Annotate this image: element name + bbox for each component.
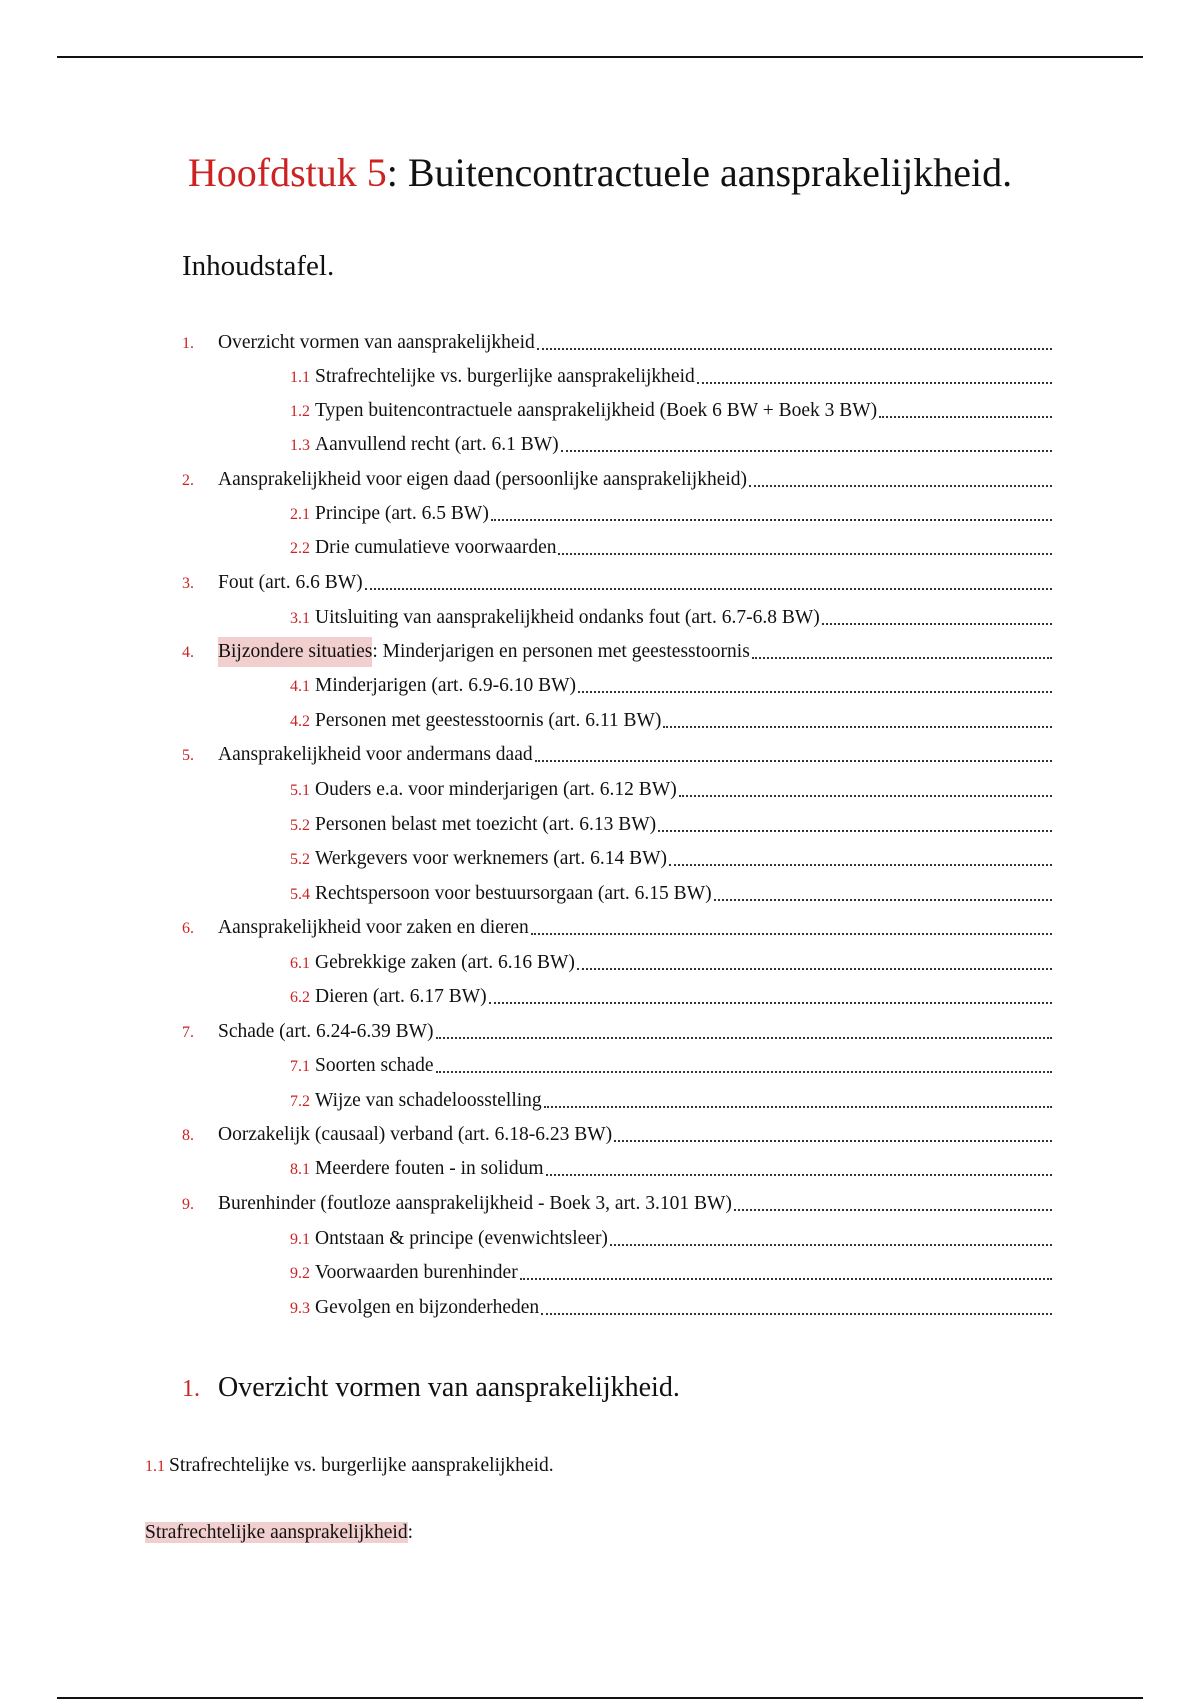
toc-leader xyxy=(491,518,1052,521)
paragraph-heading-text: Strafrechtelijke aansprakelijkheid xyxy=(145,1522,408,1543)
toc-text: Dieren (art. 6.17 BW) xyxy=(315,986,487,1007)
toc-entry[interactable] xyxy=(182,637,1052,667)
title-text: : Buitencontractuele aansprakelijkheid. xyxy=(386,150,1013,195)
toc-leader xyxy=(436,1036,1052,1039)
toc-number: 9.1 xyxy=(290,1231,310,1248)
top-rule xyxy=(57,56,1143,58)
toc-text: Typen buitencontractuele aansprakelijkheid (Boek 6 BW + Boek 3 BW) xyxy=(315,400,878,421)
toc-number: 3.1 xyxy=(290,610,310,627)
page-title xyxy=(0,148,1200,198)
toc-leader xyxy=(879,415,1052,418)
toc-text: Rechtspersoon voor bestuursorgaan (art. 6.15 BW) xyxy=(315,883,712,904)
toc-leader xyxy=(544,1105,1052,1108)
toc-text: Drie cumulatieve voorwaarden xyxy=(315,537,557,558)
toc-entry[interactable] xyxy=(182,1017,1052,1047)
subsection-title: Strafrechtelijke vs. burgerlijke aansprakelijkheid. xyxy=(169,1455,554,1476)
toc-leader xyxy=(679,794,1052,797)
toc-text: Overzicht vormen van aansprakelijkheid xyxy=(218,332,535,353)
toc-leader xyxy=(752,656,1052,659)
paragraph-heading xyxy=(145,1522,413,1544)
toc-text: Soorten schade xyxy=(315,1055,434,1076)
toc-text: Ouders e.a. voor minderjarigen (art. 6.12 BW) xyxy=(315,779,677,800)
toc-entry[interactable] xyxy=(290,775,1052,805)
toc-leader xyxy=(669,863,1052,866)
toc-number: 9.3 xyxy=(290,1300,310,1317)
toc-text: Personen belast met toezicht (art. 6.13 BW) xyxy=(315,814,657,835)
toc-leader xyxy=(714,898,1052,901)
toc-leader xyxy=(535,759,1052,762)
toc-entry[interactable] xyxy=(182,913,1052,943)
toc-leader xyxy=(520,1277,1052,1280)
toc-number: 4.1 xyxy=(290,678,310,695)
toc-leader xyxy=(531,932,1052,935)
toc-number: 4. xyxy=(182,644,194,661)
section-title: Overzicht vormen van aansprakelijkheid. xyxy=(218,1372,680,1403)
toc-leader xyxy=(697,381,1052,384)
toc-entry[interactable] xyxy=(290,706,1052,736)
toc-text: Fout (art. 6.6 BW) xyxy=(218,572,363,593)
toc-entry[interactable] xyxy=(182,740,1052,770)
toc-entry[interactable] xyxy=(290,396,1052,426)
toc-entry[interactable] xyxy=(182,568,1052,598)
toc-number: 2.2 xyxy=(290,540,310,557)
toc-number: 7.2 xyxy=(290,1093,310,1110)
paragraph-heading-suffix: : xyxy=(407,1522,414,1543)
toc-entry[interactable] xyxy=(290,533,1052,563)
toc-entry[interactable] xyxy=(182,1120,1052,1150)
toc-entry[interactable] xyxy=(290,1293,1052,1323)
toc-leader xyxy=(658,829,1052,832)
toc-entry[interactable] xyxy=(182,1189,1052,1219)
toc-text-highlight: Bijzondere situaties xyxy=(218,637,372,667)
toc-entry[interactable] xyxy=(290,430,1052,460)
toc-entry[interactable] xyxy=(290,603,1052,633)
toc-number: 6. xyxy=(182,920,194,937)
toc-entry[interactable] xyxy=(290,810,1052,840)
toc-text: Meerdere fouten - in solidum xyxy=(315,1158,544,1179)
toc-entry[interactable] xyxy=(290,1258,1052,1288)
bottom-rule xyxy=(57,1697,1143,1699)
toc-leader xyxy=(822,622,1052,625)
toc-entry[interactable] xyxy=(290,844,1052,874)
toc-text: : Minderjarigen en personen met geestesstoornis xyxy=(372,641,750,662)
toc-text: Werkgevers voor werknemers (art. 6.14 BW) xyxy=(315,848,668,869)
toc-leader xyxy=(365,587,1052,590)
toc-leader xyxy=(489,1001,1052,1004)
toc-entry[interactable] xyxy=(290,499,1052,529)
toc-number: 2. xyxy=(182,472,194,489)
toc-number: 8.1 xyxy=(290,1161,310,1178)
toc-text: Oorzakelijk (causaal) verband (art. 6.18-6.23 BW) xyxy=(218,1124,613,1145)
toc-number: 1. xyxy=(182,335,194,352)
toc-leader xyxy=(577,967,1052,970)
toc-leader xyxy=(614,1139,1052,1142)
toc-number: 8. xyxy=(182,1127,194,1144)
toc-leader xyxy=(541,1312,1052,1315)
toc-text: Principe (art. 6.5 BW) xyxy=(315,503,489,524)
toc-leader xyxy=(734,1208,1052,1211)
toc-number: 1.2 xyxy=(290,403,310,420)
toc-text: Personen met geestesstoornis (art. 6.11 BW) xyxy=(315,710,662,731)
toc-text: Schade (art. 6.24-6.39 BW) xyxy=(218,1021,434,1042)
toc-entry[interactable] xyxy=(182,465,1052,495)
subsection-heading xyxy=(145,1455,554,1477)
toc-number: 6.2 xyxy=(290,989,310,1006)
toc-number: 1.1 xyxy=(290,369,310,386)
toc-text: Uitsluiting van aansprakelijkheid ondanks fout (art. 6.7-6.8 BW) xyxy=(315,607,820,628)
toc-entry[interactable] xyxy=(290,1051,1052,1081)
toc-number: 7.1 xyxy=(290,1058,310,1075)
toc-number: 5.2 xyxy=(290,817,310,834)
toc-entry[interactable] xyxy=(290,948,1052,978)
toc-text: Gebrekkige zaken (art. 6.16 BW) xyxy=(315,952,575,973)
toc-heading: Inhoudstafel. xyxy=(182,250,335,282)
toc-number: 5. xyxy=(182,747,194,764)
toc-text: Strafrechtelijke vs. burgerlijke aansprakelijkheid xyxy=(315,366,695,387)
toc-entry[interactable] xyxy=(290,1154,1052,1184)
toc-leader xyxy=(578,690,1052,693)
toc-leader xyxy=(436,1070,1052,1073)
toc-number: 6.1 xyxy=(290,955,310,972)
section-number: 1. xyxy=(182,1376,200,1402)
toc-number: 7. xyxy=(182,1024,194,1041)
toc-text: Burenhinder (foutloze aansprakelijkheid - Boek 3, art. 3.101 BW) xyxy=(218,1193,732,1214)
toc-number: 3. xyxy=(182,575,194,592)
subsection-number: 1.1 xyxy=(145,1458,165,1475)
toc-number: 2.1 xyxy=(290,506,310,523)
toc-number: 9.2 xyxy=(290,1265,310,1282)
toc-text: Aanvullend recht (art. 6.1 BW) xyxy=(315,434,559,455)
section-heading xyxy=(182,1372,680,1404)
toc-text: Voorwaarden burenhinder xyxy=(315,1262,518,1283)
toc-number: 1.3 xyxy=(290,437,310,454)
toc-text: Gevolgen en bijzonderheden xyxy=(315,1297,540,1318)
toc-leader xyxy=(663,725,1052,728)
toc-entry[interactable] xyxy=(290,982,1052,1012)
toc-entry[interactable] xyxy=(290,671,1052,701)
toc-number: 4.2 xyxy=(290,713,310,730)
toc-leader xyxy=(546,1173,1052,1176)
toc-number: 5.4 xyxy=(290,886,310,903)
toc-number: 5.2 xyxy=(290,851,310,868)
title-chapter: Hoofdstuk 5 xyxy=(187,150,387,195)
toc-text: Minderjarigen (art. 6.9-6.10 BW) xyxy=(315,675,577,696)
toc-entry[interactable] xyxy=(290,1086,1052,1116)
toc-entry[interactable] xyxy=(290,879,1052,909)
toc-leader xyxy=(610,1243,1052,1246)
toc-leader xyxy=(749,484,1052,487)
toc-text: Wijze van schadeloosstelling xyxy=(315,1090,542,1111)
toc-leader xyxy=(561,449,1052,452)
toc-entry[interactable] xyxy=(290,1224,1052,1254)
toc-entry[interactable] xyxy=(290,362,1052,392)
toc-text: Aansprakelijkheid voor eigen daad (persoonlijke aansprakelijkheid) xyxy=(218,469,748,490)
toc-number: 9. xyxy=(182,1196,194,1213)
toc-text: Aansprakelijkheid voor andermans daad xyxy=(218,744,533,765)
toc-text: Ontstaan & principe (evenwichtsleer) xyxy=(315,1228,608,1249)
toc-entry[interactable] xyxy=(182,328,1052,358)
toc-leader xyxy=(537,347,1052,350)
toc-text: Aansprakelijkheid voor zaken en dieren xyxy=(218,917,529,938)
toc-number: 5.1 xyxy=(290,782,310,799)
toc-leader xyxy=(558,552,1052,555)
